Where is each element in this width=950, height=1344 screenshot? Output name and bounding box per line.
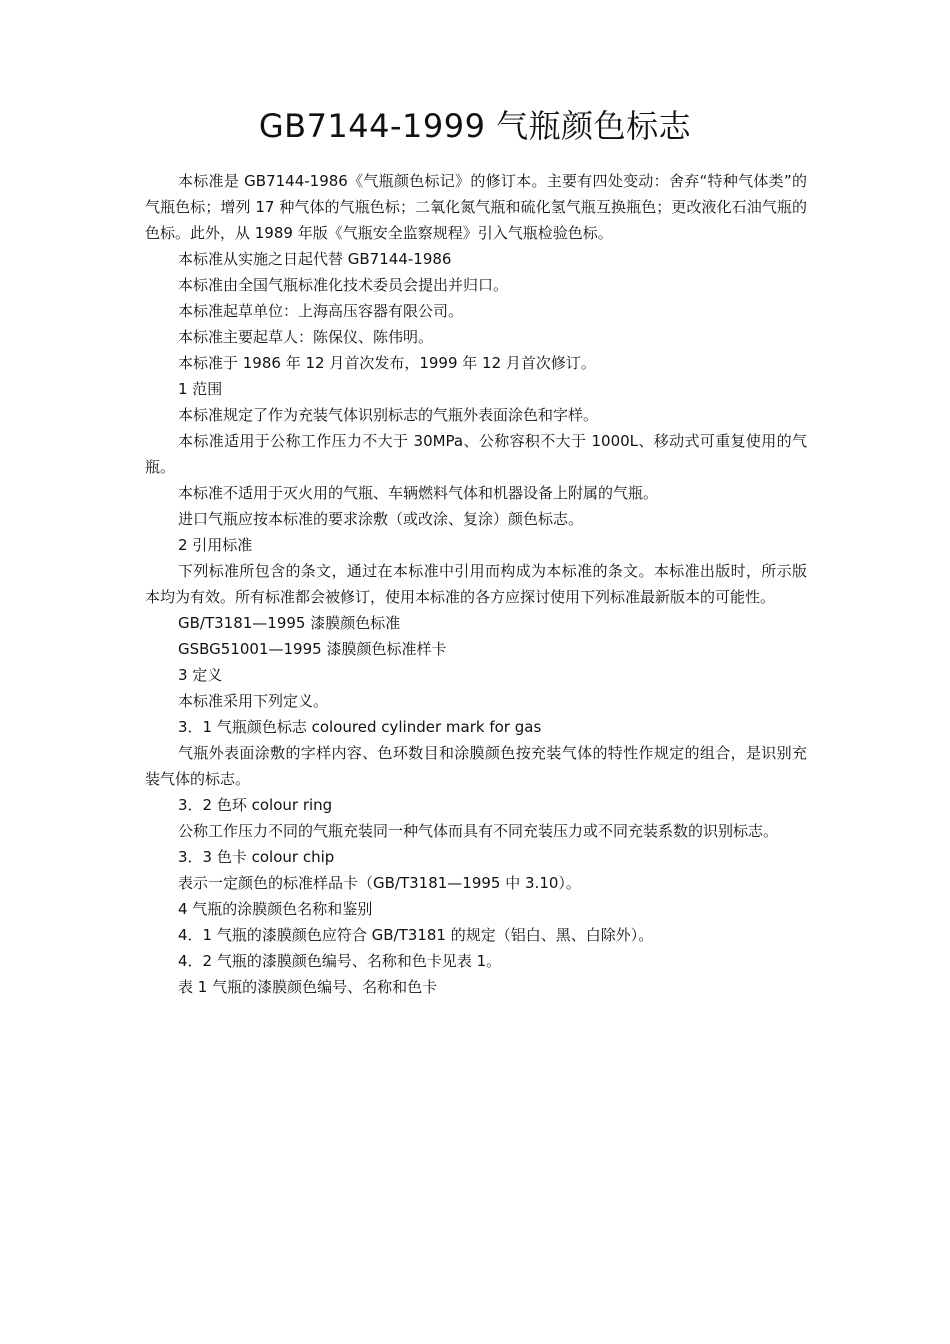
document-body	[145, 168, 807, 1000]
definition-text: 气瓶外表面涂敷的字样内容、色环数目和涂膜颜色按充装气体的特性作规定的组合，是识别充装气体的标志。	[145, 744, 807, 788]
definition-heading: 3．1 气瓶颜色标志 coloured cylinder mark for gas	[178, 718, 542, 736]
table-caption: 表 1 气瓶的漆膜颜色编号、名称和色卡	[178, 978, 438, 996]
clause-text: 4．1 气瓶的漆膜颜色应符合 GB/T3181 的规定（铝白、黑、白除外）。	[178, 926, 654, 944]
paragraph-preface: 本标准是 GB7144-1986《气瓶颜色标记》的修订本。主要有四处变动：舍弃“特种气体类”的气瓶色标；增列 17 种气体的气瓶色标；二氧化氮气瓶和硫化氢气瓶互换瓶色；更改液化石油气瓶的色标。此外，从 1989 年版《气瓶安全监察规程》引入气瓶检验色标。	[145, 172, 807, 242]
reference-item: GB/T3181—1995 漆膜颜色标准	[178, 614, 401, 632]
paragraph-drafters: 本标准主要起草人：陈保仪、陈伟明。	[178, 328, 434, 346]
paragraph-drafting-unit: 本标准起草单位：上海高压容器有限公司。	[178, 302, 464, 320]
document-title: GB7144-1999 气瓶颜色标志	[258, 107, 692, 145]
section-heading-scope: 1 范围	[178, 380, 223, 398]
paragraph-references: 下列标准所包含的条文，通过在本标准中引用而构成为本标准的条文。本标准出版时，所示版本均为有效。所有标准都会被修订，使用本标准的各方应探讨使用下列标准最新版本的可能性。	[145, 562, 807, 606]
clause-text: 4．2 气瓶的漆膜颜色编号、名称和色卡见表 1。	[178, 952, 502, 970]
definition-text: 公称工作压力不同的气瓶充装同一种气体而具有不同充装压力或不同充装系数的识别标志。	[178, 822, 779, 840]
section-heading-references: 2 引用标准	[178, 536, 253, 554]
section-heading-colour-names: 4 气瓶的涂膜颜色名称和鉴别	[178, 900, 373, 918]
paragraph-scope-2: 本标准适用于公称工作压力不大于 30MPa、公称容积不大于 1000L、移动式可重复使用的气瓶。	[145, 432, 807, 476]
paragraph-replaces: 本标准从实施之日起代替 GB7144-1986	[178, 250, 452, 268]
paragraph-scope-1: 本标准规定了作为充装气体识别标志的气瓶外表面涂色和字样。	[178, 406, 599, 424]
paragraph-scope-3: 本标准不适用于灭火用的气瓶、车辆燃料气体和机器设备上附属的气瓶。	[178, 484, 659, 502]
reference-item: GSBG51001—1995 漆膜颜色标准样卡	[178, 640, 447, 658]
paragraph-proposed-by: 本标准由全国气瓶标准化技术委员会提出并归口。	[178, 276, 509, 294]
paragraph-definitions-intro: 本标准采用下列定义。	[178, 692, 329, 710]
paragraph-scope-4: 进口气瓶应按本标准的要求涂敷（或改涂、复涂）颜色标志。	[178, 510, 584, 528]
definition-heading: 3．3 色卡 colour chip	[178, 848, 335, 866]
definition-heading: 3．2 色环 colour ring	[178, 796, 333, 814]
paragraph-release-history: 本标准于 1986 年 12 月首次发布，1999 年 12 月首次修订。	[178, 354, 596, 372]
section-heading-definitions: 3 定义	[178, 666, 223, 684]
definition-text: 表示一定颜色的标准样品卡（GB/T3181—1995 中 3.10）。	[178, 874, 581, 892]
